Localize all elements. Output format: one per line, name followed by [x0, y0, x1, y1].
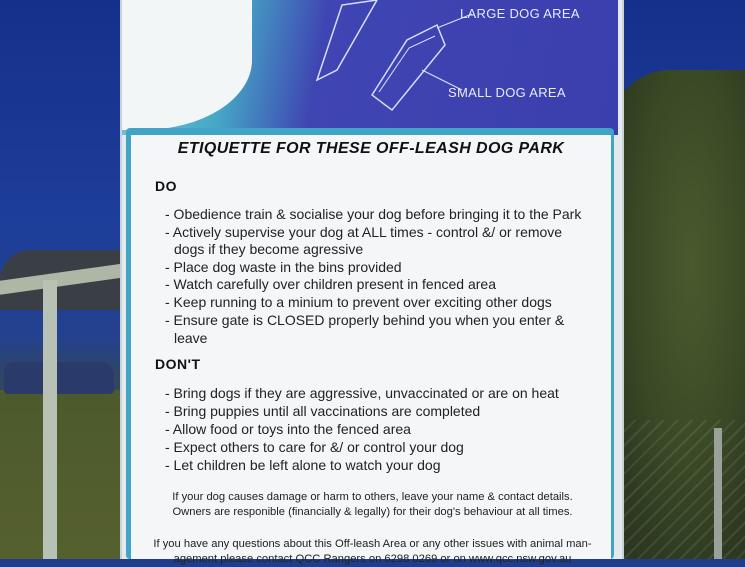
shelter-pole — [43, 280, 57, 559]
parked-car — [4, 362, 114, 394]
dont-heading: DON'T — [155, 356, 201, 372]
dont-item: - Allow food or toys into the fenced area — [165, 421, 411, 437]
dont-item: - Bring puppies until all vaccinations are completed — [165, 403, 481, 419]
do-item: - Watch carefully over children present in fenced area — [165, 276, 496, 292]
sign-white-swoosh — [122, 0, 252, 130]
large-dog-area-label: LARGE DOG AREA — [460, 6, 580, 21]
dont-item: - Let children be left alone to watch your dog — [165, 457, 441, 473]
do-item: leave — [174, 330, 208, 346]
dont-item: - Bring dogs if they are aggressive, unvaccinated or are on heat — [165, 385, 559, 401]
do-item: - Keep running to a minium to prevent over exciting other dogs — [165, 294, 552, 310]
footer-line: If your dog causes damage or harm to others, leave your name & contact details. — [172, 491, 573, 503]
sign-title: ETIQUETTE FOR THESE OFF-LEASH DOG PARK — [177, 140, 565, 157]
small-dog-area-label: SMALL DOG AREA — [448, 85, 566, 100]
footer-line: agement please contact QCC Rangers on 6298 0269 or on www.qcc.nsw.gov.au — [173, 553, 572, 565]
do-item: dogs if they become agressive — [174, 241, 364, 257]
do-item: - Ensure gate is CLOSED properly behind you when you enter & — [165, 312, 565, 328]
do-item: - Place dog waste in the bins provided — [165, 259, 402, 275]
fence-post — [714, 428, 722, 559]
do-item: - Obedience train & socialise your dog before bringing it to the Park — [165, 206, 582, 222]
footer-line: If you have any questions about this Off-leash Area or any other issues with animal man- — [153, 538, 592, 550]
do-item: - Actively supervise your dog at ALL times - control &/ or remove — [165, 224, 563, 240]
dont-item: - Expect others to care for &/ or control your dog — [165, 439, 464, 455]
wire-fence — [620, 420, 745, 559]
grass-ground — [0, 390, 125, 559]
do-heading: DO — [155, 178, 177, 194]
footer-line: Owners are responible (financially & legally) for their dog's behaviour at all times. — [172, 506, 573, 518]
